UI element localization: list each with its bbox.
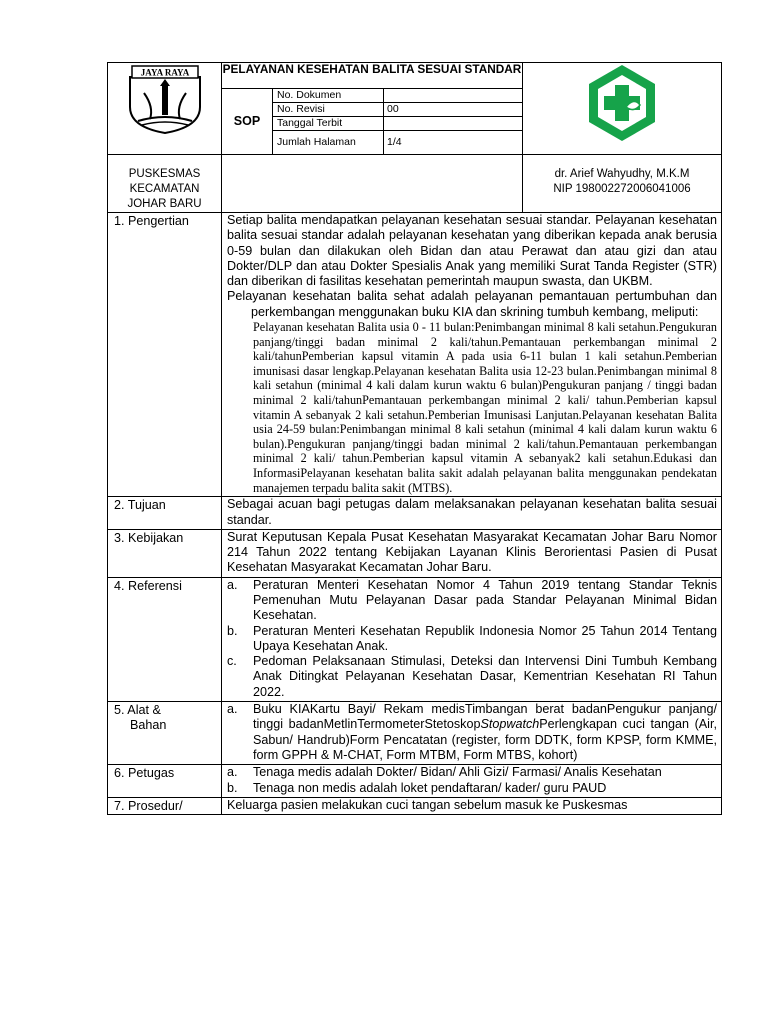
list-marker: c. xyxy=(227,654,237,669)
section-referensi xyxy=(222,577,722,701)
list-marker: b. xyxy=(227,780,238,795)
italic-text: Stopwatch xyxy=(480,717,540,732)
meta-key: Tanggal Terbit xyxy=(273,117,384,131)
list-item xyxy=(227,578,717,624)
paragraph: Pelayanan kesehatan balita sehat adalah pelayanan pemantauan pertumbuhan dan perkembangan menggunakan buku KIA dan skrining tumbuh kembang, meliputi: xyxy=(227,289,717,319)
signer-nip: NIP 198002272006041006 xyxy=(553,183,691,195)
label-line: 5. Alat & xyxy=(114,703,161,718)
puskesmas-line: JOHAR BARU xyxy=(127,198,202,210)
section-tujuan: Sebagai acuan bagi petugas dalam melaksanakan pelayanan kesehatan balita sesuai standar. xyxy=(222,497,722,530)
puskesmas-name xyxy=(108,155,222,213)
meta-value xyxy=(384,117,523,131)
section-label: 7. Prosedur/ xyxy=(108,797,222,814)
list-item xyxy=(227,624,717,655)
list-text: Pedoman Pelaksanaan Stimulasi, Deteksi dan Intervensi Dini Tumbuh Kembang Anak Ditingkat Pelayanan Kesehatan Dasar, Kementrian Kesehatan RI Tahun 2022. xyxy=(253,654,717,699)
list-marker: a. xyxy=(227,702,238,717)
list-item xyxy=(227,654,717,700)
list-text: Peraturan Menteri Kesehatan Nomor 4 Tahun 2019 tentang Standar Teknis Pemenuhan Mutu Pelayanan Dasar pada Standar Pelayanan Minimal Bidan Kesehatan. xyxy=(253,577,717,623)
signature-block xyxy=(523,155,722,213)
section-label xyxy=(108,702,222,765)
puskesmas-logo-icon xyxy=(582,63,662,143)
text-run: Buku KIAKartu Bayi/ Rekam medisTimbangan berat badanPengukur panjang/ tinggi badanMetlinTermometerStetoskop xyxy=(253,702,717,732)
empty-cell xyxy=(222,155,523,213)
list-marker: b. xyxy=(227,623,238,638)
section-kebijakan: Surat Keputusan Kepala Pusat Kesehatan Masyarakat Kecamatan Johar Baru Nomor 214 Tahun 2022 tentang Kebijakan Layanan Klinis Berorientasi Pasien di Pusat Kesehatan Masyarakat Kecamatan Johar Baru. xyxy=(222,529,722,577)
meta-value: 00 xyxy=(384,103,523,117)
puskesmas-line: PUSKESMAS xyxy=(128,168,201,180)
section-label: 3. Kebijakan xyxy=(108,529,222,577)
document-title: PELAYANAN KESEHATAN BALITA SESUAI STANDAR xyxy=(222,63,523,89)
list-text: Peraturan Menteri Kesehatan Republik Indonesia Nomor 25 Tahun 2014 Tentang Upaya Kesehatan Anak. xyxy=(253,623,717,653)
section-label: 1. Pengertian xyxy=(108,213,222,497)
section-prosedur: Keluarga pasien melakukan cuci tangan sebelum masuk ke Puskesmas xyxy=(222,797,722,814)
meta-key: No. Revisi xyxy=(273,103,384,117)
text-run: Perlengkapan cuci tangan (Air, Sabun/ Handrub)Form Pencatatan (register, form DDTK, form KPSP, form KMME, form GPPH & M-CHAT, Form MTBM, Form MTBS, kohort) xyxy=(253,717,717,762)
puskesmas-logo-cell xyxy=(523,63,722,155)
section-label: 4. Referensi xyxy=(108,577,222,701)
list-marker: a. xyxy=(227,577,238,592)
meta-value xyxy=(384,89,523,103)
list-item xyxy=(227,781,717,796)
list-item xyxy=(227,765,717,780)
list-marker: a. xyxy=(227,765,238,780)
svg-text:JAYA RAYA: JAYA RAYA xyxy=(140,67,189,78)
list-text: Tenaga non medis adalah loket pendaftaran/ kader/ guru PAUD xyxy=(253,780,607,795)
paragraph: Setiap balita mendapatkan pelayanan kesehatan sesuai standar. Pelayanan kesehatan balita sesuai standar adalah pelayanan kesehatan yang diberikan kepada anak berusia 0-59 bulan dan dilakukan oleh Bidan dan atau Perawat dan atau gizi dan atau Dokter/DLP dan atau Dokter Spesialis Anak yang memiliki Surat Tanda Register (STR) dan diberikan di fasilitas kesehatan pemerintah maupun swasta, dan UKBM. xyxy=(227,213,717,289)
puskesmas-line: KECAMATAN xyxy=(129,183,200,195)
section-petugas xyxy=(222,765,722,798)
meta-value: 1/4 xyxy=(384,131,523,155)
meta-key: Jumlah Halaman xyxy=(273,131,384,155)
sop-document-table xyxy=(107,62,722,815)
label-line: Bahan xyxy=(130,718,167,733)
section-alat-bahan xyxy=(222,702,722,765)
list-item xyxy=(227,702,717,763)
jaya-raya-logo-icon xyxy=(126,63,204,135)
signer-name: dr. Arief Wahyudhy, M.K.M xyxy=(554,168,690,180)
list-text: Tenaga medis adalah Dokter/ Bidan/ Ahli Gizi/ Farmasi/ Analis Kesehatan xyxy=(253,765,662,780)
section-label: 6. Petugas xyxy=(108,765,222,798)
sop-label: SOP xyxy=(222,89,273,155)
section-pengertian xyxy=(222,213,722,497)
meta-key: No. Dokumen xyxy=(273,89,384,103)
list-text xyxy=(253,702,717,763)
section-label: 2. Tujuan xyxy=(108,497,222,530)
jakarta-logo-cell xyxy=(108,63,222,155)
paragraph-serif: Pelayanan kesehatan Balita usia 0 - 11 bulan:Penimbangan minimal 8 kali setahun.Pengukuran panjang/tinggi badan minimal 2 kali/tahun.Pemantauan perkembangan minimal 2 kali/tahunPemberian kapsul vitamin A pada usia 6-11 bulan 1 kali setahun.Pemberian imunisasi dasar lengkap.Pelayanan kesehatan Balita usia 12-23 bulan.Penimbangan minimal 8 kali setahun (minimal 4 kali dalam kurun waktu 6 bulan)Pengukuran panjang / tinggi badan minimal 2 kali/tahunPemantauan perkembangan minimal 2 kali/ tahun.Pemberian kapsul vitamin A sebanyak 2 kali setahun.Pemberian Imunisasi Lanjutan.Pelayanan kesehatan Balita usia 24-59 bulan:Penimbangan minimal 8 kali setahun (minimal 4 kali dalam kurun waktu 6 bulan).Pengukuran panjang/tinggi badan minimal 2 kali/tahun.Pemantauan perkembangan minimal 2 kali/ tahun.Pemberian kapsul vitamin A sebanyak2 kali setahun.Edukasi dan InformasiPelayanan kesehatan balita sakit adalah pelayanan balita menggunakan pendekatan manajemen terpadu balita sakit (MTBS). xyxy=(253,320,717,495)
